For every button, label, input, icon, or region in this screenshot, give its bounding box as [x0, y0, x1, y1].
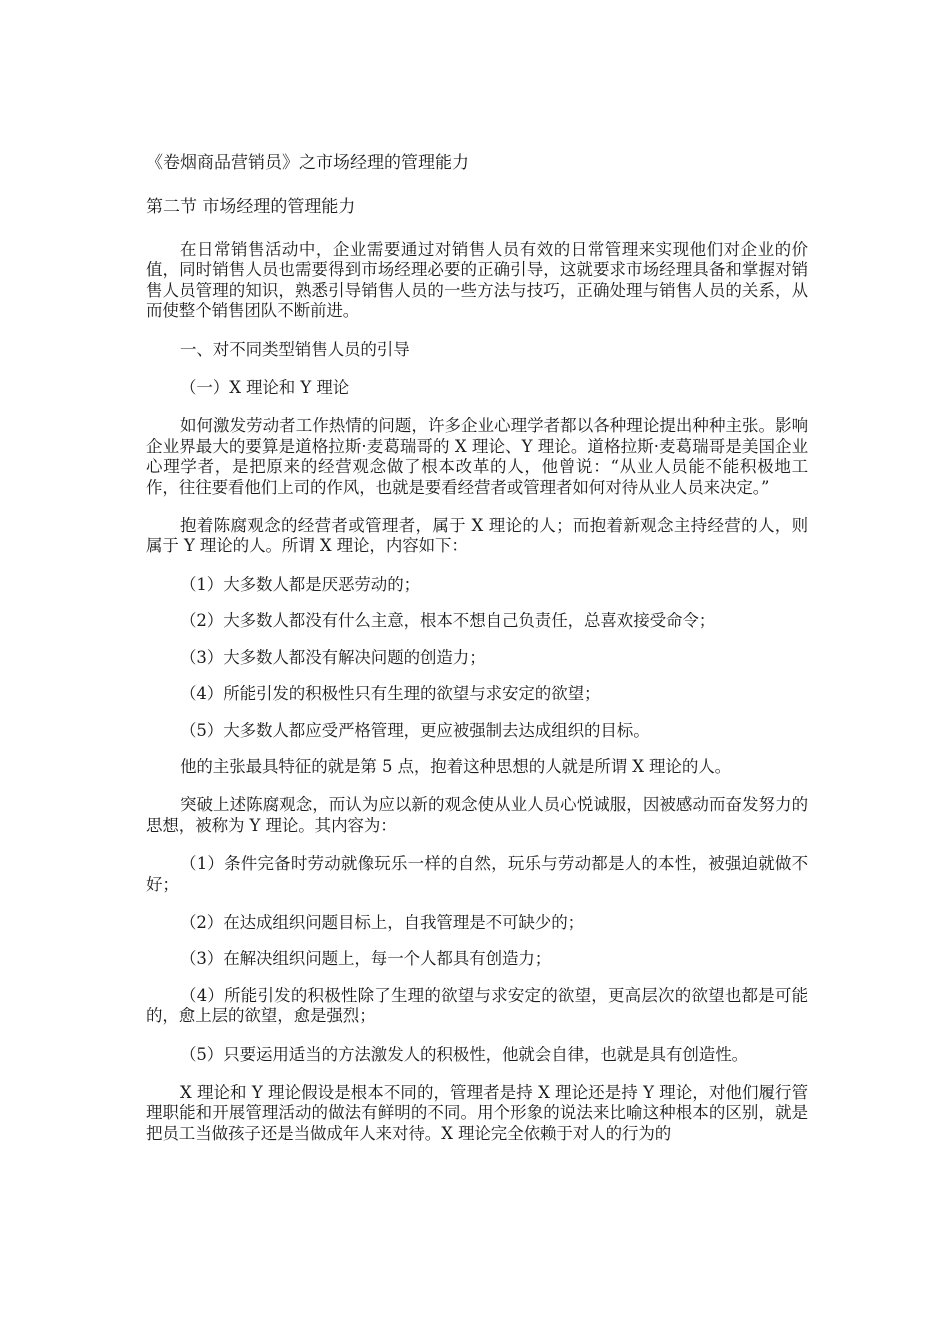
y-theory-list-item: （1）条件完备时劳动就像玩乐一样的自然，玩乐与劳动都是人的本性，被强迫就做不好； [146, 854, 808, 894]
x-theory-list-item: （5）大多数人都应受严格管理，更应被强制去达成组织的目标。 [180, 720, 650, 740]
document-title: 《卷烟商品营销员》之市场经理的管理能力 [146, 153, 469, 173]
y-theory-list-item: （5）只要运用适当的方法激发人的积极性，他就会自律，也就是具有创造性。 [180, 1044, 748, 1064]
body-paragraph: X 理论和 Y 理论假设是根本不同的，管理者是持 X 理论还是持 Y 理论，对他们履行管理职能和开展管理活动的做法有鲜明的不同。用个形象的说法来比喻这种根本的区别，就是把员工当做孩子还是当做成年人来对待。X 理论完全依赖于对人的行为的 [146, 1082, 808, 1143]
y-theory-list-item: （2）在达成组织问题目标上，自我管理是不可缺少的； [180, 912, 584, 932]
body-paragraph: 如何激发劳动者工作热情的问题，许多企业心理学者都以各种理论提出种种主张。影响企业界最大的要算是道格拉斯·麦葛瑞哥的 X 理论、Y 理论。道格拉斯·麦葛瑞哥是美国企业心理学者，是把原来的经营观念做了根本改革的人，他曾说：“从业人员能不能积极地工作，往往要看他们上司的作风，也就是要看经营者或管理者如何对待从业人员来决定。” [146, 416, 808, 497]
x-theory-list-item: （4）所能引发的积极性只有生理的欲望与求安定的欲望； [180, 684, 601, 704]
body-paragraph: 抱着陈腐观念的经营者或管理者，属于 X 理论的人；而抱着新观念主持经营的人，则属于 Y 理论的人。所谓 X 理论，内容如下： [146, 516, 808, 556]
subheading-guidance: 一、对不同类型销售人员的引导 [180, 339, 410, 359]
body-paragraph: 他的主张最具特征的就是第 5 点，抱着这种思想的人就是所谓 X 理论的人。 [180, 756, 732, 776]
intro-paragraph: 在日常销售活动中，企业需要通过对销售人员有效的日常管理来实现他们对企业的价值，同时销售人员也需要得到市场经理必要的正确引导，这就要求市场经理具备和掌握对销售人员管理的知识，熟悉引导销售人员的一些方法与技巧，正确处理与销售人员的关系，从而使整个销售团队不断前进。 [146, 240, 808, 321]
x-theory-list-item: （2）大多数人都没有什么主意，根本不想自己负责任，总喜欢接受命令； [180, 611, 716, 631]
x-theory-list-item: （1）大多数人都是厌恶劳动的； [180, 574, 420, 594]
x-theory-list-item: （3）大多数人都没有解决问题的创造力； [180, 647, 486, 667]
document-page [146, 152, 808, 1162]
subheading-xy-theory: （一）X 理论和 Y 理论 [180, 378, 350, 398]
y-theory-list-item: （4）所能引发的积极性除了生理的欲望与求安定的欲望，更高层次的欲望也都是可能的，愈上层的欲望，愈是强烈； [146, 985, 808, 1026]
section-title: 第二节 市场经理的管理能力 [146, 197, 356, 217]
body-paragraph: 突破上述陈腐观念，而认为应以新的观念使从业人员心悦诚服，因被感动而奋发努力的思想，被称为 Y 理论。其内容为： [146, 795, 808, 835]
y-theory-list-item: （3）在解决组织问题上，每一个人都具有创造力； [180, 949, 552, 969]
